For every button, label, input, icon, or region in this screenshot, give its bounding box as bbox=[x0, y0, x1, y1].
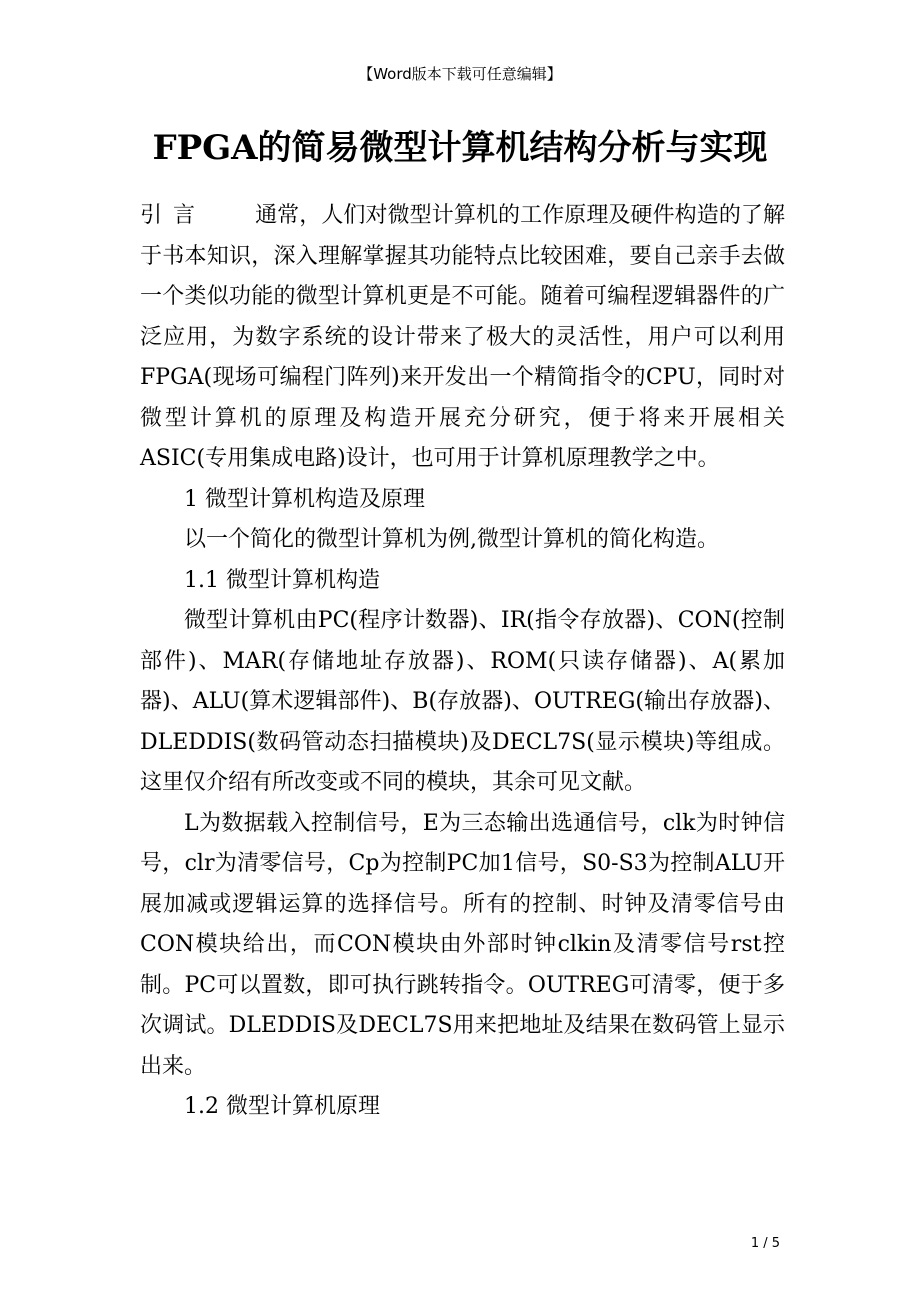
download-note: 【Word版本下载可任意编辑】 bbox=[358, 65, 562, 83]
page-title: FPGA的简易微型计算机结构分析与实现 bbox=[152, 128, 768, 168]
page-number: 1 / 5 bbox=[750, 1236, 780, 1251]
section1-1-paragraph-1: 微型计算机由PC(程序计数器)、IR(指令存放器)、CON(控制部件)、MAR(存储地址存放器)、ROM(只读存储器)、A(累加器)、ALU(算术逻辑部件)、B(存放器)、OUTREG(输出存放器)、DLEDDIS(数码管动态扫描模块)及DECL7S(显示模块)等组成。这里仅介绍有所改变或不同的模块，其余可见文献。 bbox=[140, 608, 785, 795]
section1-2-heading: 1.2 微型计算机原理 bbox=[184, 1094, 380, 1119]
section1-1-paragraph-2: L为数据载入控制信号，E为三态输出选通信号，clk为时钟信号，clr为清零信号，Cp为控制PC加1信号，S0-S3为控制ALU开展加减或逻辑运算的选择信号。所有的控制、时钟及清零信号由CON模块给出，而CON模块由外部时钟clkin及清零信号rst控制。PC可以置数，即可执行跳转指令。OUTREG可清零，便于多次调试。DLEDDIS及DECL7S用来把地址及结果在数码管上显示出来。 bbox=[140, 810, 785, 1079]
section1-text: 以一个简化的微型计算机为例,微型计算机的简化构造。 bbox=[184, 527, 719, 552]
section1-1-heading: 1.1 微型计算机构造 bbox=[184, 567, 380, 593]
intro-text: 通常，人们对微型计算机的工作原理及硬件构造的了解于书本知识，深入理解掌握其功能特点比较困难，要自己亲手去做一个类似功能的微型计算机更是不可能。随着可编程逻辑器件的广泛应用，为数字系统的设计带来了极大的灵活性，用户可以利用FPGA(现场可编程门阵列)来开发出一个精简指令的CPU，同时对微型计算机的原理及构造开展充分研究，便于将来开展相关ASIC(专用集成电路)设计，也可用于计算机原理教学之中。 bbox=[140, 203, 785, 471]
section1-heading: 1 微型计算机构造及原理 bbox=[184, 486, 425, 512]
document-body bbox=[140, 196, 785, 1128]
intro-paragraph bbox=[140, 196, 785, 480]
intro-label: 引言 bbox=[140, 203, 207, 228]
